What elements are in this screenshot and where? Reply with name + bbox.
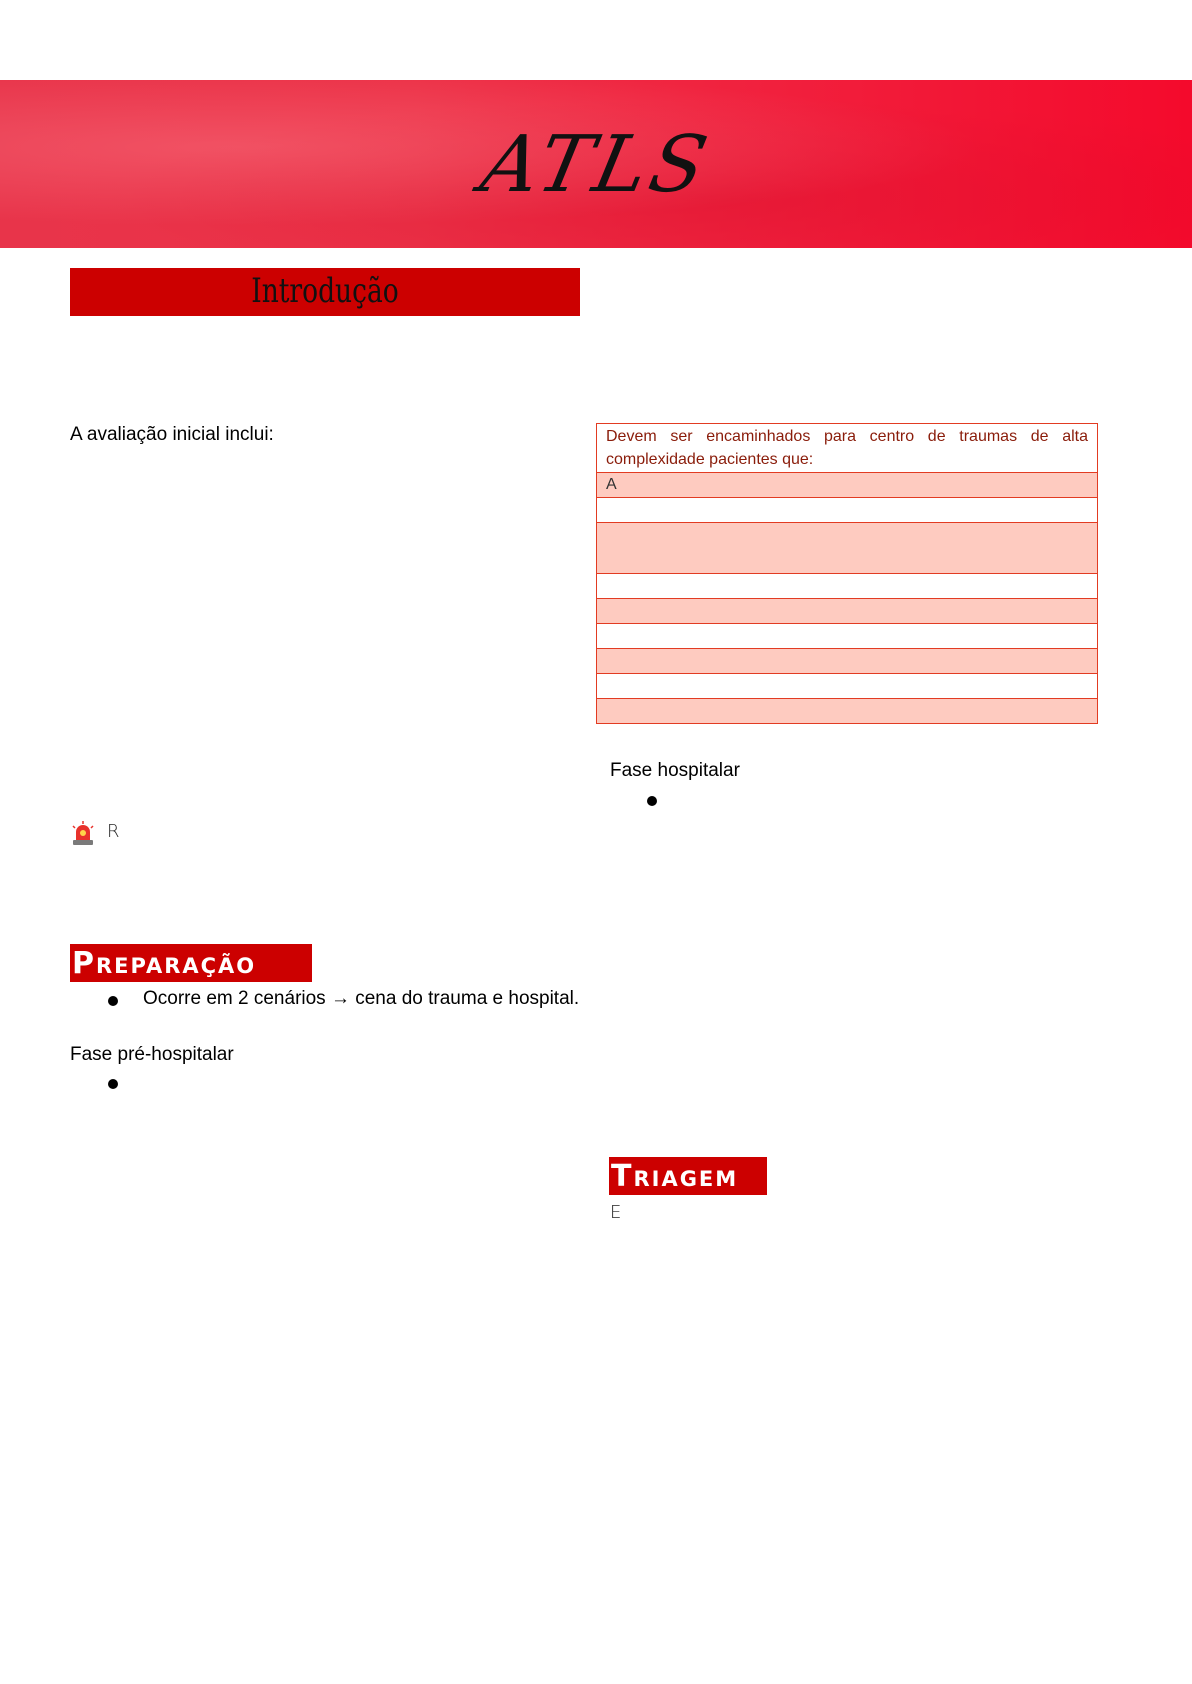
- table-row: [597, 624, 1098, 649]
- table-cell: [597, 498, 1098, 523]
- rotating-light-icon: [70, 820, 96, 846]
- table-row: [597, 599, 1098, 624]
- table-row: [597, 649, 1098, 674]
- table-cell: A: [597, 473, 1098, 498]
- banner-title: ATLS: [473, 120, 719, 210]
- fase-hospitalar-label: Fase hospitalar: [610, 760, 740, 781]
- alert-text: R: [107, 821, 120, 842]
- table-cell: [597, 674, 1098, 699]
- table-row: [597, 498, 1098, 523]
- triagem-heading-text: Triagem: [611, 1159, 739, 1194]
- table-cell: [597, 699, 1098, 724]
- triagem-text: E: [610, 1202, 622, 1223]
- table-cell: [597, 649, 1098, 674]
- table-cell: [597, 599, 1098, 624]
- avaliacao-inicial-label: A avaliação inicial inclui:: [70, 424, 274, 445]
- preparacao-bullet-1: Ocorre em 2 cenários → cena do trauma e hospital.: [143, 988, 580, 1009]
- referral-criteria-table: [596, 423, 1098, 724]
- table-header-row: [597, 424, 1098, 473]
- fase-pre-hospitalar-label: Fase pré-hospitalar: [70, 1044, 234, 1065]
- intro-heading-text: Introdução: [251, 271, 399, 311]
- table-cell: [597, 574, 1098, 599]
- preparacao-heading-text: Preparação: [72, 946, 257, 981]
- bullet-marker: [647, 796, 657, 806]
- section-heading-triagem: [609, 1157, 767, 1195]
- table-cell: [597, 624, 1098, 649]
- table-row: [597, 699, 1098, 724]
- section-heading-preparacao: [70, 944, 312, 982]
- bullet-marker: [108, 996, 118, 1006]
- table-header-cell: Devem ser encaminhados para centro de traumas de alta complexidade pacientes que:: [597, 424, 1098, 473]
- table-row: [597, 574, 1098, 599]
- table-row: [597, 473, 1098, 498]
- table-row: [597, 523, 1098, 574]
- header-banner: [0, 80, 1192, 248]
- table-cell: [597, 523, 1098, 574]
- section-heading-introducao: [70, 268, 580, 316]
- bullet-marker: [108, 1079, 118, 1089]
- table-row: [597, 674, 1098, 699]
